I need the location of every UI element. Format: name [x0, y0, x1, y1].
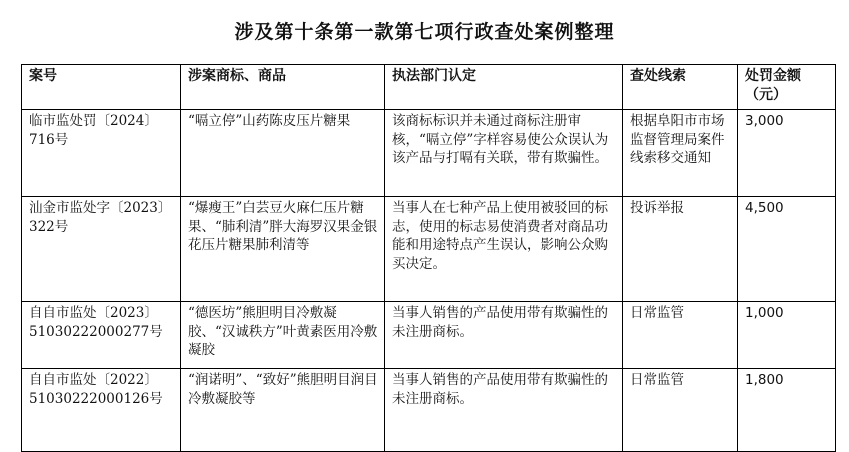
amount-cell: 1,800	[738, 369, 836, 452]
amount-cell: 1,000	[738, 302, 836, 369]
page-title: 涉及第十条第一款第七项行政查处案例整理	[234, 21, 615, 43]
clue-cell: 根据阜阳市市场监督管理局案件线索移交通知	[623, 110, 738, 197]
product-cell: “爆瘦王”白芸豆火麻仁压片糖果、“肺利清”胖大海罗汉果金银花压片糖果肺利清等	[181, 197, 385, 302]
finding-cell: 该商标标识并未通过商标注册审核，“嗝立停”字样容易使公众误认为该产品与打嗝有关联，带有欺骗性。	[385, 110, 623, 197]
table-row	[22, 369, 836, 452]
product-cell: “润诺明”、“致好”熊胆明目润目冷敷凝胶等	[181, 369, 385, 452]
amount-cell: 3,000	[738, 110, 836, 197]
header-amount: 处罚金额（元）	[738, 65, 836, 110]
table-row	[22, 110, 836, 197]
amount-cell: 4,500	[738, 197, 836, 302]
case-no-cell: 临市监处罚〔2024〕716号	[22, 110, 181, 197]
table-row	[22, 302, 836, 369]
table-row	[22, 197, 836, 302]
cases-table	[21, 64, 836, 452]
header-case-no: 案号	[22, 65, 181, 110]
header-product: 涉案商标、商品	[181, 65, 385, 110]
clue-cell: 投诉举报	[623, 197, 738, 302]
header-clue: 查处线索	[623, 65, 738, 110]
finding-cell: 当事人销售的产品使用带有欺骗性的未注册商标。	[385, 302, 623, 369]
case-no-cell: 自自市监处〔2023〕51030222000277号	[22, 302, 181, 369]
case-no-cell: 自自市监处〔2022〕51030222000126号	[22, 369, 181, 452]
product-cell: “嗝立停”山药陈皮压片糖果	[181, 110, 385, 197]
clue-cell: 日常监管	[623, 369, 738, 452]
finding-cell: 当事人在七种产品上使用被驳回的标志，使用的标志易使消费者对商品功能和用途特点产生误认，影响公众购买决定。	[385, 197, 623, 302]
case-no-cell: 汕金市监处字〔2023〕322号	[22, 197, 181, 302]
table-header-row	[22, 65, 836, 110]
clue-cell: 日常监管	[623, 302, 738, 369]
product-cell: “德医坊”熊胆明目冷敷凝胶、“汉诚秩方”叶黄素医用冷敷凝胶	[181, 302, 385, 369]
header-finding: 执法部门认定	[385, 65, 623, 110]
finding-cell: 当事人销售的产品使用带有欺骗性的未注册商标。	[385, 369, 623, 452]
